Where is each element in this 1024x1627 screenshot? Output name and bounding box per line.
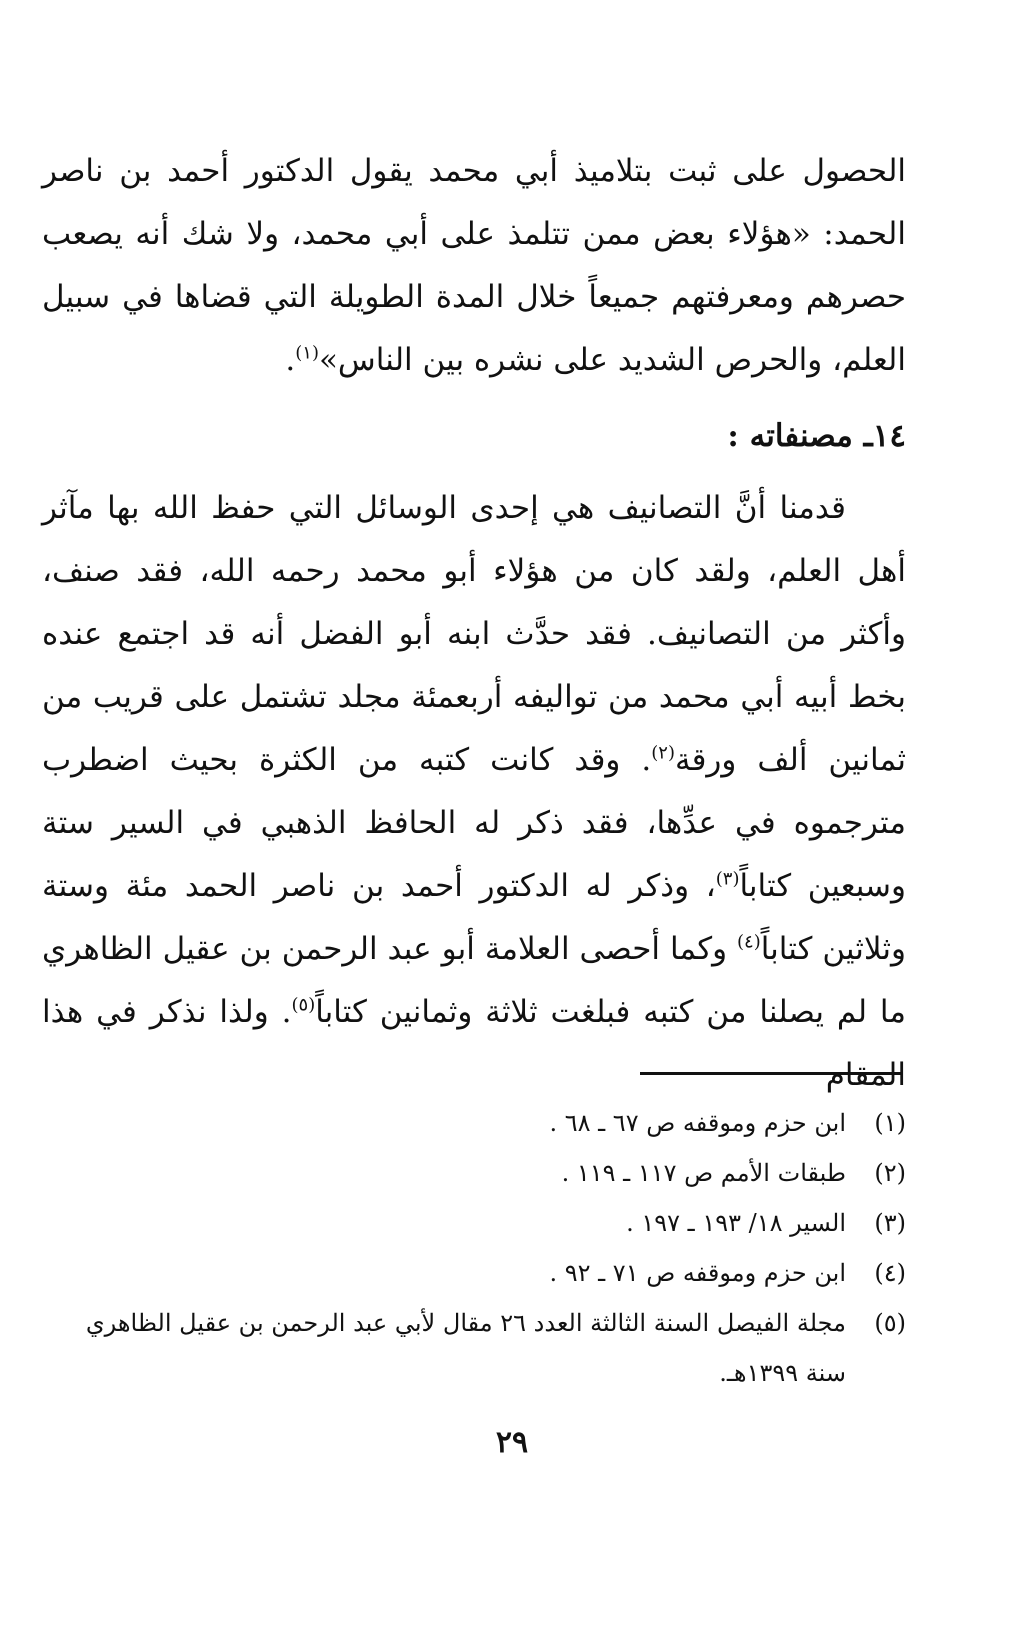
footnote-item xyxy=(42,1148,906,1198)
footnote-item xyxy=(42,1198,906,1248)
paragraph-works-part4: وكما أحصى العلامة أبو عبد الرحمن بن عقيل الظاهري ما لم يصلنا من كتبه فبلغت ثلاثة وثمانين كتاباً xyxy=(42,931,906,1030)
footnote-number: (٢) xyxy=(874,1159,906,1187)
paragraph-works xyxy=(42,477,906,1107)
footnote-number: (١) xyxy=(874,1109,906,1137)
footnote-text: السير ١٨/ ١٩٣ ـ ١٩٧ . xyxy=(626,1209,846,1237)
footnote-ref-5: (٥) xyxy=(291,994,316,1016)
footnote-ref-1: (١) xyxy=(295,342,319,364)
paragraph-works-part1: قدمنا أنَّ التصانيف هي إحدى الوسائل التي حفظ الله بها مآثر أهل العلم، ولقد كان من هؤلاء أبو محمد رحمه الله، فقد صنف، وأكثر من التصانيف. فقد حدَّث ابنه أبو الفضل أنه قد اجتمع عنده بخط أبيه أبي محمد من تواليفه أربعمئة مجلد تشتمل على قريب من ثمانين ألف ورقة xyxy=(42,490,907,778)
paragraph-intro xyxy=(42,140,906,392)
footnote-text: ابن حزم وموقفه ص ٦٧ ـ ٦٨ . xyxy=(549,1109,846,1137)
footnote-item xyxy=(42,1248,906,1298)
section-heading: ١٤ـ مصنفاته : xyxy=(727,418,906,454)
paragraph-works-part3: ، وذكر له الدكتور أحمد بن ناصر الحمد مئة وستة وثلاثين كتاباً xyxy=(42,868,906,967)
paragraph-works-part2: . وقد كانت كتبه من الكثرة بحيث اضطرب مترجموه في عدِّها، فقد ذكر له الحافظ الذهبي في السير ستة وسبعين كتاباً xyxy=(42,742,906,904)
footnote-item xyxy=(42,1298,906,1398)
page-number: ٢٩ xyxy=(495,1425,529,1460)
paragraph-intro-end: . xyxy=(285,342,296,378)
footnote-text: ابن حزم وموقفه ص ٧١ ـ ٩٢ . xyxy=(549,1259,846,1287)
footnote-text: مجلة الفيصل السنة الثالثة العدد ٢٦ مقال لأبي عبد الرحمن بن عقيل الظاهري سنة ١٣٩٩هـ. xyxy=(85,1309,846,1387)
footnote-ref-2: (٢) xyxy=(651,742,675,764)
footnote-number: (٤) xyxy=(874,1259,906,1287)
paragraph-intro-text: الحصول على ثبت بتلاميذ أبي محمد يقول الدكتور أحمد بن ناصر الحمد: «هؤلاء بعض ممن تتلمذ على أبي محمد، ولا شك أنه يصعب حصرهم ومعرفتهم جميعاً خلال المدة الطويلة التي قضاها في سبيل العلم، والحرص الشديد على نشره بين الناس» xyxy=(42,153,906,378)
footnote-ref-3: (٣) xyxy=(715,868,740,890)
footnote-divider xyxy=(640,1072,902,1075)
footnote-ref-4: (٤) xyxy=(737,931,761,953)
footnote-number: (٥) xyxy=(874,1309,906,1337)
footnotes-section xyxy=(42,1098,906,1398)
footnote-item xyxy=(42,1098,906,1148)
footnote-number: (٣) xyxy=(874,1209,906,1237)
footnote-text: طبقات الأمم ص ١١٧ ـ ١١٩ . xyxy=(561,1159,846,1187)
paragraph-works-part5: . ولذا نذكر في هذا المقام xyxy=(42,994,906,1093)
